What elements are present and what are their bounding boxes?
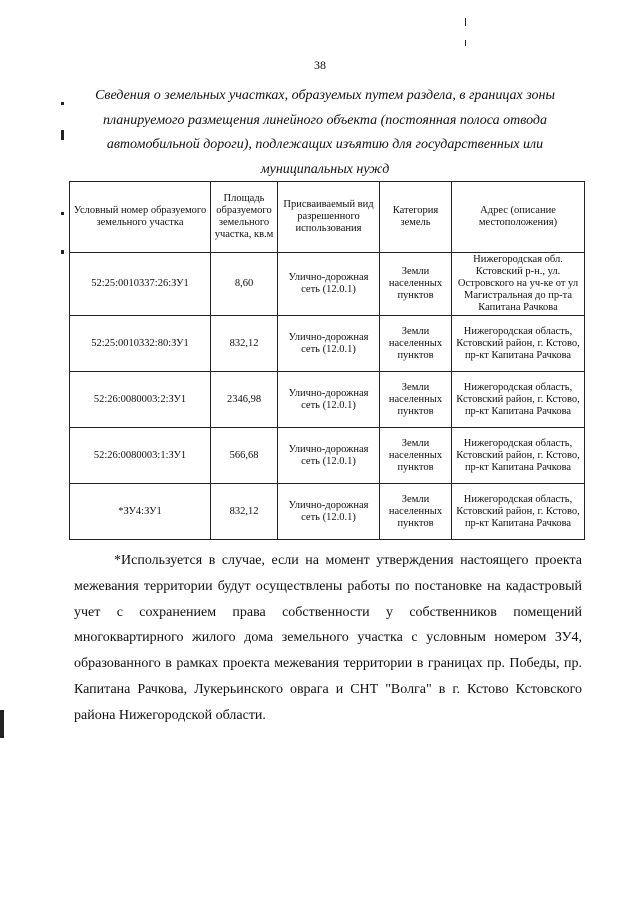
cell-address: Нижегородская обл. Кстовский р-н., ул. Островского на уч-ке от ул Магистральная до пр-та Капитана Рачкова	[452, 253, 585, 316]
table-row	[70, 484, 585, 540]
header-area: Площадь образуемого земельного участка, кв.м	[211, 182, 278, 253]
scan-mark	[61, 130, 64, 140]
cell-area: 2346,98	[211, 372, 278, 428]
page-number: 38	[314, 58, 326, 72]
cell-land-category: Земли населенных пунктов	[380, 484, 452, 540]
cell-land-category: Земли населенных пунктов	[380, 372, 452, 428]
scan-mark	[465, 40, 466, 46]
cell-permitted-use: Улично-дорожная сеть (12.0.1)	[278, 428, 380, 484]
cell-plot-number: 52:25:0010332:80:ЗУ1	[70, 316, 211, 372]
land-plots-table	[69, 181, 585, 540]
header-plot-number: Условный номер образуемого земельного участка	[70, 182, 211, 253]
cell-permitted-use: Улично-дорожная сеть (12.0.1)	[278, 253, 380, 316]
cell-address: Нижегородская область, Кстовский район, г. Кстово, пр-кт Капитана Рачкова	[452, 372, 585, 428]
cell-area: 8,60	[211, 253, 278, 316]
table-header-row	[70, 182, 585, 253]
cell-plot-number: 52:25:0010337:26:ЗУ1	[70, 253, 211, 316]
cell-plot-number: *ЗУ4:ЗУ1	[70, 484, 211, 540]
scan-mark	[465, 18, 466, 26]
cell-permitted-use: Улично-дорожная сеть (12.0.1)	[278, 372, 380, 428]
scan-mark	[61, 102, 64, 105]
document-title: Сведения о земельных участках, образуемых путем раздела, в границах зоны планируемого размещения линейного объекта (постоянная полоса отвода автомобильной дороги), подлежащих изъятию для государственных или муниципальных нужд	[95, 88, 555, 177]
scan-mark	[61, 250, 64, 254]
table-row	[70, 428, 585, 484]
cell-permitted-use: Улично-дорожная сеть (12.0.1)	[278, 484, 380, 540]
cell-land-category: Земли населенных пунктов	[380, 316, 452, 372]
cell-area: 832,12	[211, 316, 278, 372]
cell-address: Нижегородская область, Кстовский район, г. Кстово, пр-кт Капитана Рачкова	[452, 428, 585, 484]
footnote	[74, 548, 582, 729]
table-row	[70, 253, 585, 316]
cell-address: Нижегородская область, Кстовский район, г. Кстово, пр-кт Капитана Рачкова	[452, 316, 585, 372]
cell-land-category: Земли населенных пунктов	[380, 253, 452, 316]
cell-address: Нижегородская область, Кстовский район, г. Кстово, пр-кт Капитана Рачкова	[452, 484, 585, 540]
header-address: Адрес (описание местоположения)	[452, 182, 585, 253]
cell-permitted-use: Улично-дорожная сеть (12.0.1)	[278, 316, 380, 372]
table-row	[70, 372, 585, 428]
scan-edge	[0, 710, 4, 738]
header-land-category: Категория земель	[380, 182, 452, 253]
cell-plot-number: 52:26:0080003:1:ЗУ1	[70, 428, 211, 484]
cell-area: 832,12	[211, 484, 278, 540]
cell-plot-number: 52:26:0080003:2:ЗУ1	[70, 372, 211, 428]
cell-land-category: Земли населенных пунктов	[380, 428, 452, 484]
cell-area: 566,68	[211, 428, 278, 484]
scan-mark	[61, 212, 64, 215]
footnote-text: *Используется в случае, если на момент утверждения настоящего проекта межевания территории будут осуществлены работы по постановке на кадастровый учет с сохранением права собственности у собственников помещений многоквартирного жилого дома земельного участка с условным номером ЗУ4, образованного в рамках проекта межевания территории в границах пр. Победы, пр. Капитана Рачкова, Лукерьинского оврага и СНТ "Волга" в г. Кстово Кстовского района Нижегородской области.	[74, 553, 582, 723]
table-row	[70, 316, 585, 372]
header-permitted-use: Присваиваемый вид разрешенного использования	[278, 182, 380, 253]
